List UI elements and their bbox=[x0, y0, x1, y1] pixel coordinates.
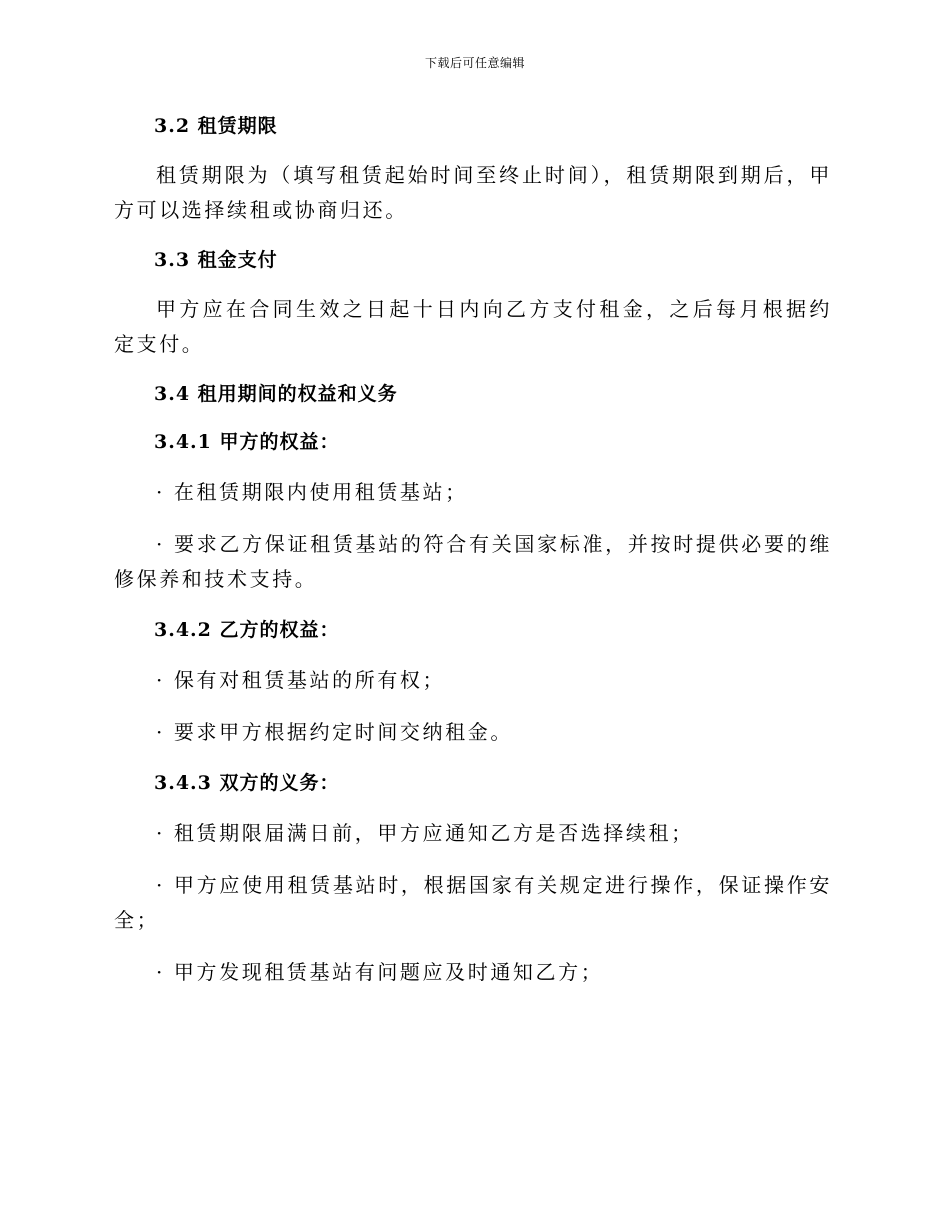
list-item: · 甲方发现租赁基站有问题应及时通知乙方； bbox=[156, 960, 604, 984]
document-content bbox=[114, 110, 832, 990]
list-item: · 租赁期限届满日前，甲方应通知乙方是否选择续租； bbox=[156, 821, 694, 845]
section-body-3-3: 甲方应在合同生效之日起十日内向乙方支付租金，之后每月根据约定支付。 bbox=[114, 297, 832, 356]
section-body-3-2: 租赁期限为（填写租赁起始时间至终止时间），租赁期限到期后，甲方可以选择续租或协商归还。 bbox=[114, 163, 832, 222]
section-heading-3-4-1: 3.4.1 甲方的权益： bbox=[154, 431, 340, 453]
section-heading-3-4-3: 3.4.3 双方的义务： bbox=[154, 772, 340, 794]
list-item: · 要求甲方根据约定时间交纳租金。 bbox=[156, 720, 513, 744]
list-item: · 在租赁期限内使用租赁基站； bbox=[156, 480, 468, 504]
list-item: · 甲方应使用租赁基站时，根据国家有关规定进行操作，保证操作安全； bbox=[114, 873, 832, 932]
header-note: 下载后可任意编辑 bbox=[424, 56, 525, 70]
list-item: · 要求乙方保证租赁基站的符合有关国家标准，并按时提供必要的维修保养和技术支持。 bbox=[114, 532, 832, 591]
list-item: · 保有对租赁基站的所有权； bbox=[156, 668, 446, 692]
section-heading-3-2: 3.2 租赁期限 bbox=[154, 115, 278, 137]
section-heading-3-3: 3.3 租金支付 bbox=[154, 249, 278, 271]
section-heading-3-4: 3.4 租用期间的权益和义务 bbox=[154, 383, 398, 405]
section-heading-3-4-2: 3.4.2 乙方的权益： bbox=[154, 619, 340, 641]
